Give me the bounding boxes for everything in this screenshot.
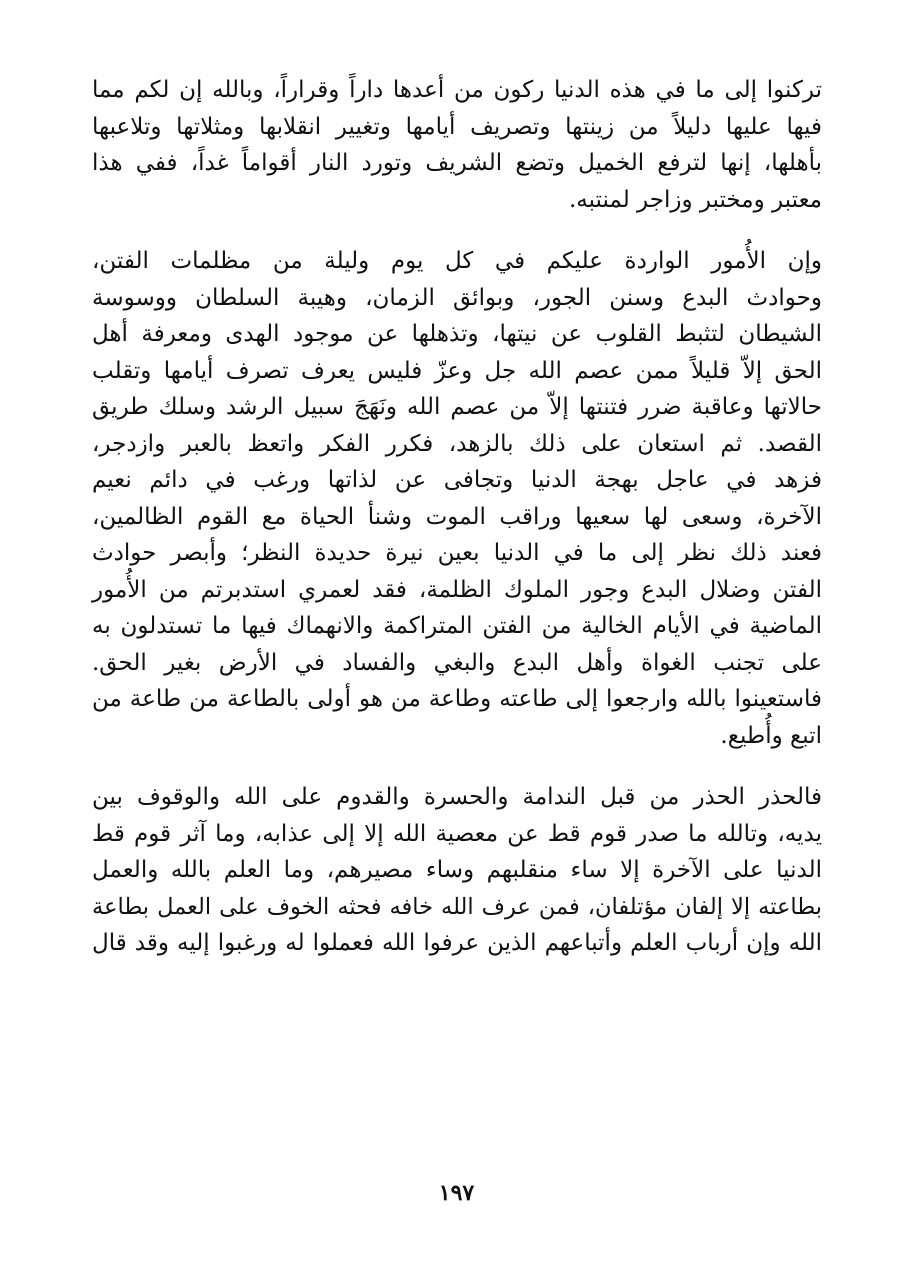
page-body [92,72,822,987]
text-line: يديه، وتالله ما صدر قوم قط عن معصية الله إلا إلى عذابه، وما آثر قوم قط [92,820,822,847]
text-line: الدنيا على الآخرة إلا ساء منقلبهم وساء مصيرهم، وما العلم بالله والعمل [92,857,822,883]
text-line: فزهد في عاجل بهجة الدنيا وتجافى عن لذاتها ورغب في دائم نعيم [92,467,822,493]
text-line: فيها عليها دليلاً من زينتها وتصريف أيامها وتغيير انقلابها ومثلاتها وتلاعبها [92,113,822,140]
text-line: فعند ذلك نظر إلى ما في الدنيا بعين نيرة حديدة النظر؛ وأبصر حوادث [92,540,822,566]
text-line: الفتن وضلال البدع وجور الملوك الظلمة، فقد لعمري استدبرتم من الأُمور [92,576,822,603]
text-line: الآخرة، وسعى لها سعيها وراقب الموت وشنأ الحياة مع القوم الظالمين، [92,503,822,530]
text-line: الماضية في الأيام الخالية من الفتن المتراكمة والانهماك فيها ما تستدلون به [92,613,823,639]
text-line: حالاتها وعاقبة ضرر فتنتها إلاّ من عصم الله ونَهَجَ سبيل الرشد وسلك طريق [92,394,822,420]
text-line: بطاعته إلا إلفان مؤتلفان، فمن عرف الله خافه فحثه الخوف على العمل بطاعة [92,893,822,920]
text-line: الله وإن أرباب العلم وأتباعهم الذين عرفوا الله فعملوا له ورغبوا إليه وقد قال [92,930,822,956]
page-number: ١٩٧ [438,1180,475,1206]
text-line: معتبر ومختبر وزاجر لمنتبه. [568,186,822,213]
paragraph-2 [92,243,822,754]
text-line: تركنوا إلى ما في هذه الدنيا ركون من أعدها داراً وقراراً، وبالله إن لكم مما [92,77,822,103]
text-line: الشيطان لتثبط القلوب عن نيتها، وتذهلها عن موجود الهدى ومعرفة أهل [92,321,822,347]
text-line: اتبع وأُطيع. [720,722,822,749]
paragraph-3 [92,779,822,962]
text-line: بأهلها، إنها لترفع الخميل وتضع الشريف وتورد النار أقواماً غداً، ففي هذا [92,150,822,176]
text-line: وإن الأُمور الواردة عليكم في كل يوم وليلة من مظلمات الفتن، [92,248,823,274]
paragraph-1 [92,72,822,218]
text-line: وحوادث البدع وسنن الجور، وبوائق الزمان، وهيبة السلطان ووسوسة [92,284,822,311]
text-line: فالحذر الحذر من قبل الندامة والحسرة والقدوم على الله والوقوف بين [92,784,822,810]
text-line: على تجنب الغواة وأهل البدع والبغي والفساد في الأرض بغير الحق. [92,649,822,676]
text-line: القصد. ثم استعان على ذلك بالزهد، فكرر الفكر واتعظ بالعبر وازدجر، [92,430,822,457]
text-line: فاستعينوا بالله وارجعوا إلى طاعته وطاعة من هو أولى بالطاعة من طاعة من [92,686,822,712]
text-line: الحق إلاّ قليلاً ممن عصم الله جل وعزّ فليس يعرف تصرف أيامها وتقلب [92,357,822,384]
